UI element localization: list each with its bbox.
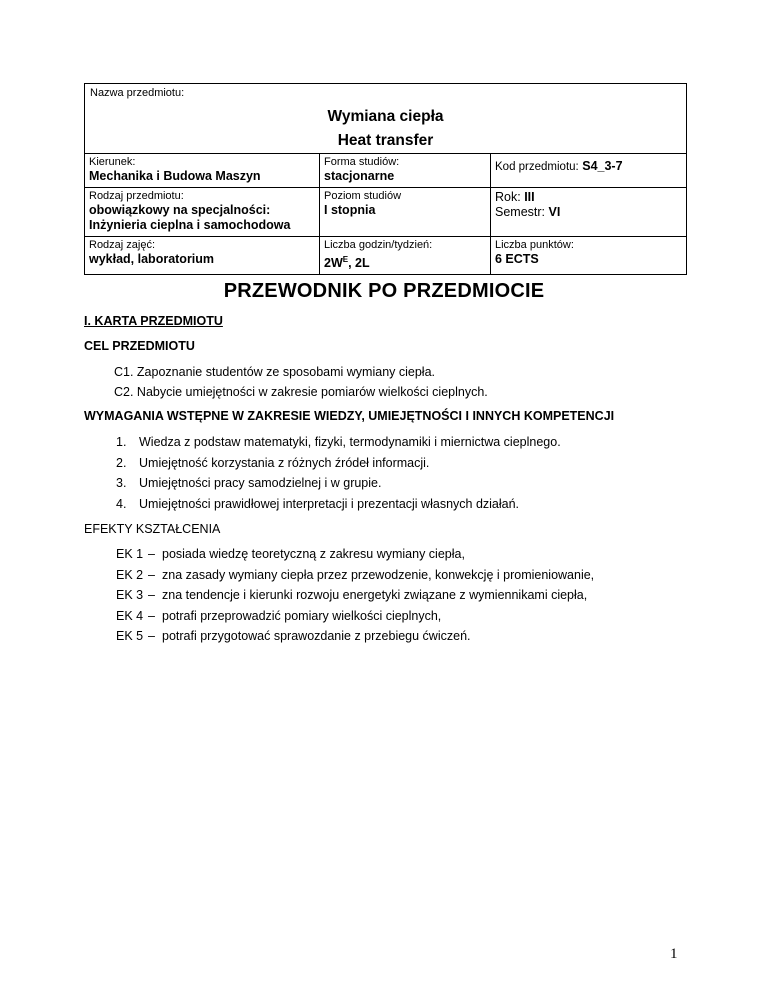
- list-number: 1.: [116, 435, 127, 449]
- ek-dash: –: [148, 629, 155, 643]
- section-efekty-heading: EFEKTY KSZTAŁCENIA: [84, 522, 221, 536]
- list-text: Umiejętności prawidłowej interpretacji i prezentacji własnych działań.: [139, 496, 520, 511]
- ek-text: potrafi przygotować sprawozdanie z przebiegu ćwiczeń.: [162, 629, 471, 643]
- wymagania-list: [116, 432, 561, 514]
- semestr-row: [495, 205, 682, 220]
- ek-code: EK 1: [116, 547, 144, 561]
- section-cel-heading: CEL PRZEDMIOTU: [84, 339, 195, 353]
- godziny-cell: [320, 237, 491, 275]
- list-item: [116, 544, 594, 565]
- rodzaj-zajec-cell: [85, 237, 320, 275]
- list-item: [116, 626, 594, 647]
- rok-semestr-cell: [491, 188, 687, 237]
- rok-row: [495, 190, 682, 205]
- cel-item: C1. Zapoznanie studentów ze sposobami wymiany ciepła.: [114, 365, 436, 379]
- ek-code: EK 3: [116, 588, 144, 602]
- poziom-value: I stopnia: [324, 203, 376, 217]
- list-number: 3.: [116, 476, 127, 490]
- ek-text: zna zasady wymiany ciepła przez przewodzenie, konwekcję i promieniowanie,: [162, 567, 595, 582]
- godziny-label: Liczba godzin/tydzień:: [324, 239, 433, 251]
- rodzaj-przedmiotu-label: Rodzaj przedmiotu:: [89, 190, 184, 202]
- course-name-polish: Wymiana ciepła: [327, 108, 444, 125]
- rodzaj-przedmiotu-value-2: Inżynieria cieplna i samochodowa: [89, 218, 291, 232]
- ek-code: EK 4: [116, 608, 144, 623]
- punkty-cell: [491, 237, 687, 275]
- list-item: [116, 565, 594, 586]
- semestr-label: Semestr:: [495, 205, 546, 219]
- rodzaj-zajec-value: wykład, laboratorium: [89, 252, 215, 266]
- main-title: PRZEWODNIK PO PRZEDMIOCIE: [223, 280, 545, 302]
- rodzaj-przedmiotu-cell: [85, 188, 320, 237]
- kierunek-cell: [85, 154, 320, 188]
- kod-value: S4_3-7: [582, 159, 623, 173]
- list-number: 4.: [116, 496, 127, 511]
- semestr-value: VI: [548, 205, 561, 219]
- efekty-list: [116, 544, 594, 647]
- godziny-value-superscript: E: [342, 255, 349, 264]
- list-text: Wiedza z podstaw matematyki, fizyki, termodynamiki i miernictwa cieplnego.: [139, 435, 561, 449]
- godziny-value-main: 2W: [324, 256, 343, 271]
- rodzaj-przedmiotu-value-1: obowiązkowy na specjalności:: [89, 203, 271, 217]
- list-item: [116, 606, 594, 627]
- list-item: [116, 473, 561, 494]
- page-number: 1: [670, 946, 678, 962]
- ek-dash: –: [148, 588, 155, 602]
- forma-value: stacjonarne: [324, 169, 395, 183]
- list-item: [116, 432, 561, 453]
- kierunek-label: Kierunek:: [89, 156, 136, 168]
- ek-text: zna tendencje i kierunki rozwoju energetyki związane z wymiennikami ciepła,: [162, 588, 588, 602]
- ek-text: potrafi przeprowadzić pomiary wielkości cieplnych,: [162, 608, 442, 623]
- list-item: [116, 585, 594, 606]
- list-item: [116, 494, 561, 515]
- kod-label: Kod przedmiotu:: [495, 161, 579, 173]
- rodzaj-zajec-label: Rodzaj zajęć:: [89, 239, 156, 251]
- cel-list: [114, 362, 488, 402]
- godziny-value: [324, 252, 486, 271]
- forma-cell: [320, 154, 491, 188]
- godziny-value-lab: , 2L: [348, 256, 370, 271]
- forma-label: Forma studiów:: [324, 156, 400, 168]
- course-title-cell: [85, 84, 687, 154]
- punkty-value: 6 ECTS: [495, 252, 539, 266]
- list-item: [116, 453, 561, 474]
- ek-dash: –: [148, 567, 155, 582]
- rok-value: III: [524, 190, 535, 204]
- section-wymagania-heading: WYMAGANIA WSTĘPNE W ZAKRESIE WIEDZY, UMIEJĘTNOŚCI I INNYCH KOMPETENCJI: [84, 409, 615, 423]
- poziom-cell: [320, 188, 491, 237]
- punkty-label: Liczba punktów:: [495, 239, 574, 251]
- list-number: 2.: [116, 455, 127, 470]
- ek-dash: –: [148, 608, 155, 623]
- rok-label: Rok:: [495, 190, 521, 204]
- ek-dash: –: [148, 547, 155, 561]
- course-name-label: Nazwa przedmiotu:: [90, 87, 185, 99]
- poziom-label: Poziom studiów: [324, 190, 402, 202]
- course-info-table: [84, 83, 687, 275]
- kierunek-value: Mechanika i Budowa Maszyn: [89, 169, 261, 183]
- section-karta-heading: I. KARTA PRZEDMIOTU: [84, 314, 223, 328]
- kod-row: [495, 159, 682, 175]
- list-text: Umiejętność korzystania z różnych źródeł informacji.: [139, 455, 430, 470]
- kod-cell: [491, 154, 687, 188]
- course-name-english: Heat transfer: [337, 132, 434, 149]
- ek-code: EK 5: [116, 629, 144, 643]
- list-text: Umiejętności pracy samodzielnej i w grupie.: [139, 476, 382, 490]
- cel-item: C2. Nabycie umiejętności w zakresie pomiarów wielkości cieplnych.: [114, 385, 488, 399]
- ek-text: posiada wiedzę teoretyczną z zakresu wymiany ciepła,: [162, 547, 465, 561]
- ek-code: EK 2: [116, 567, 144, 582]
